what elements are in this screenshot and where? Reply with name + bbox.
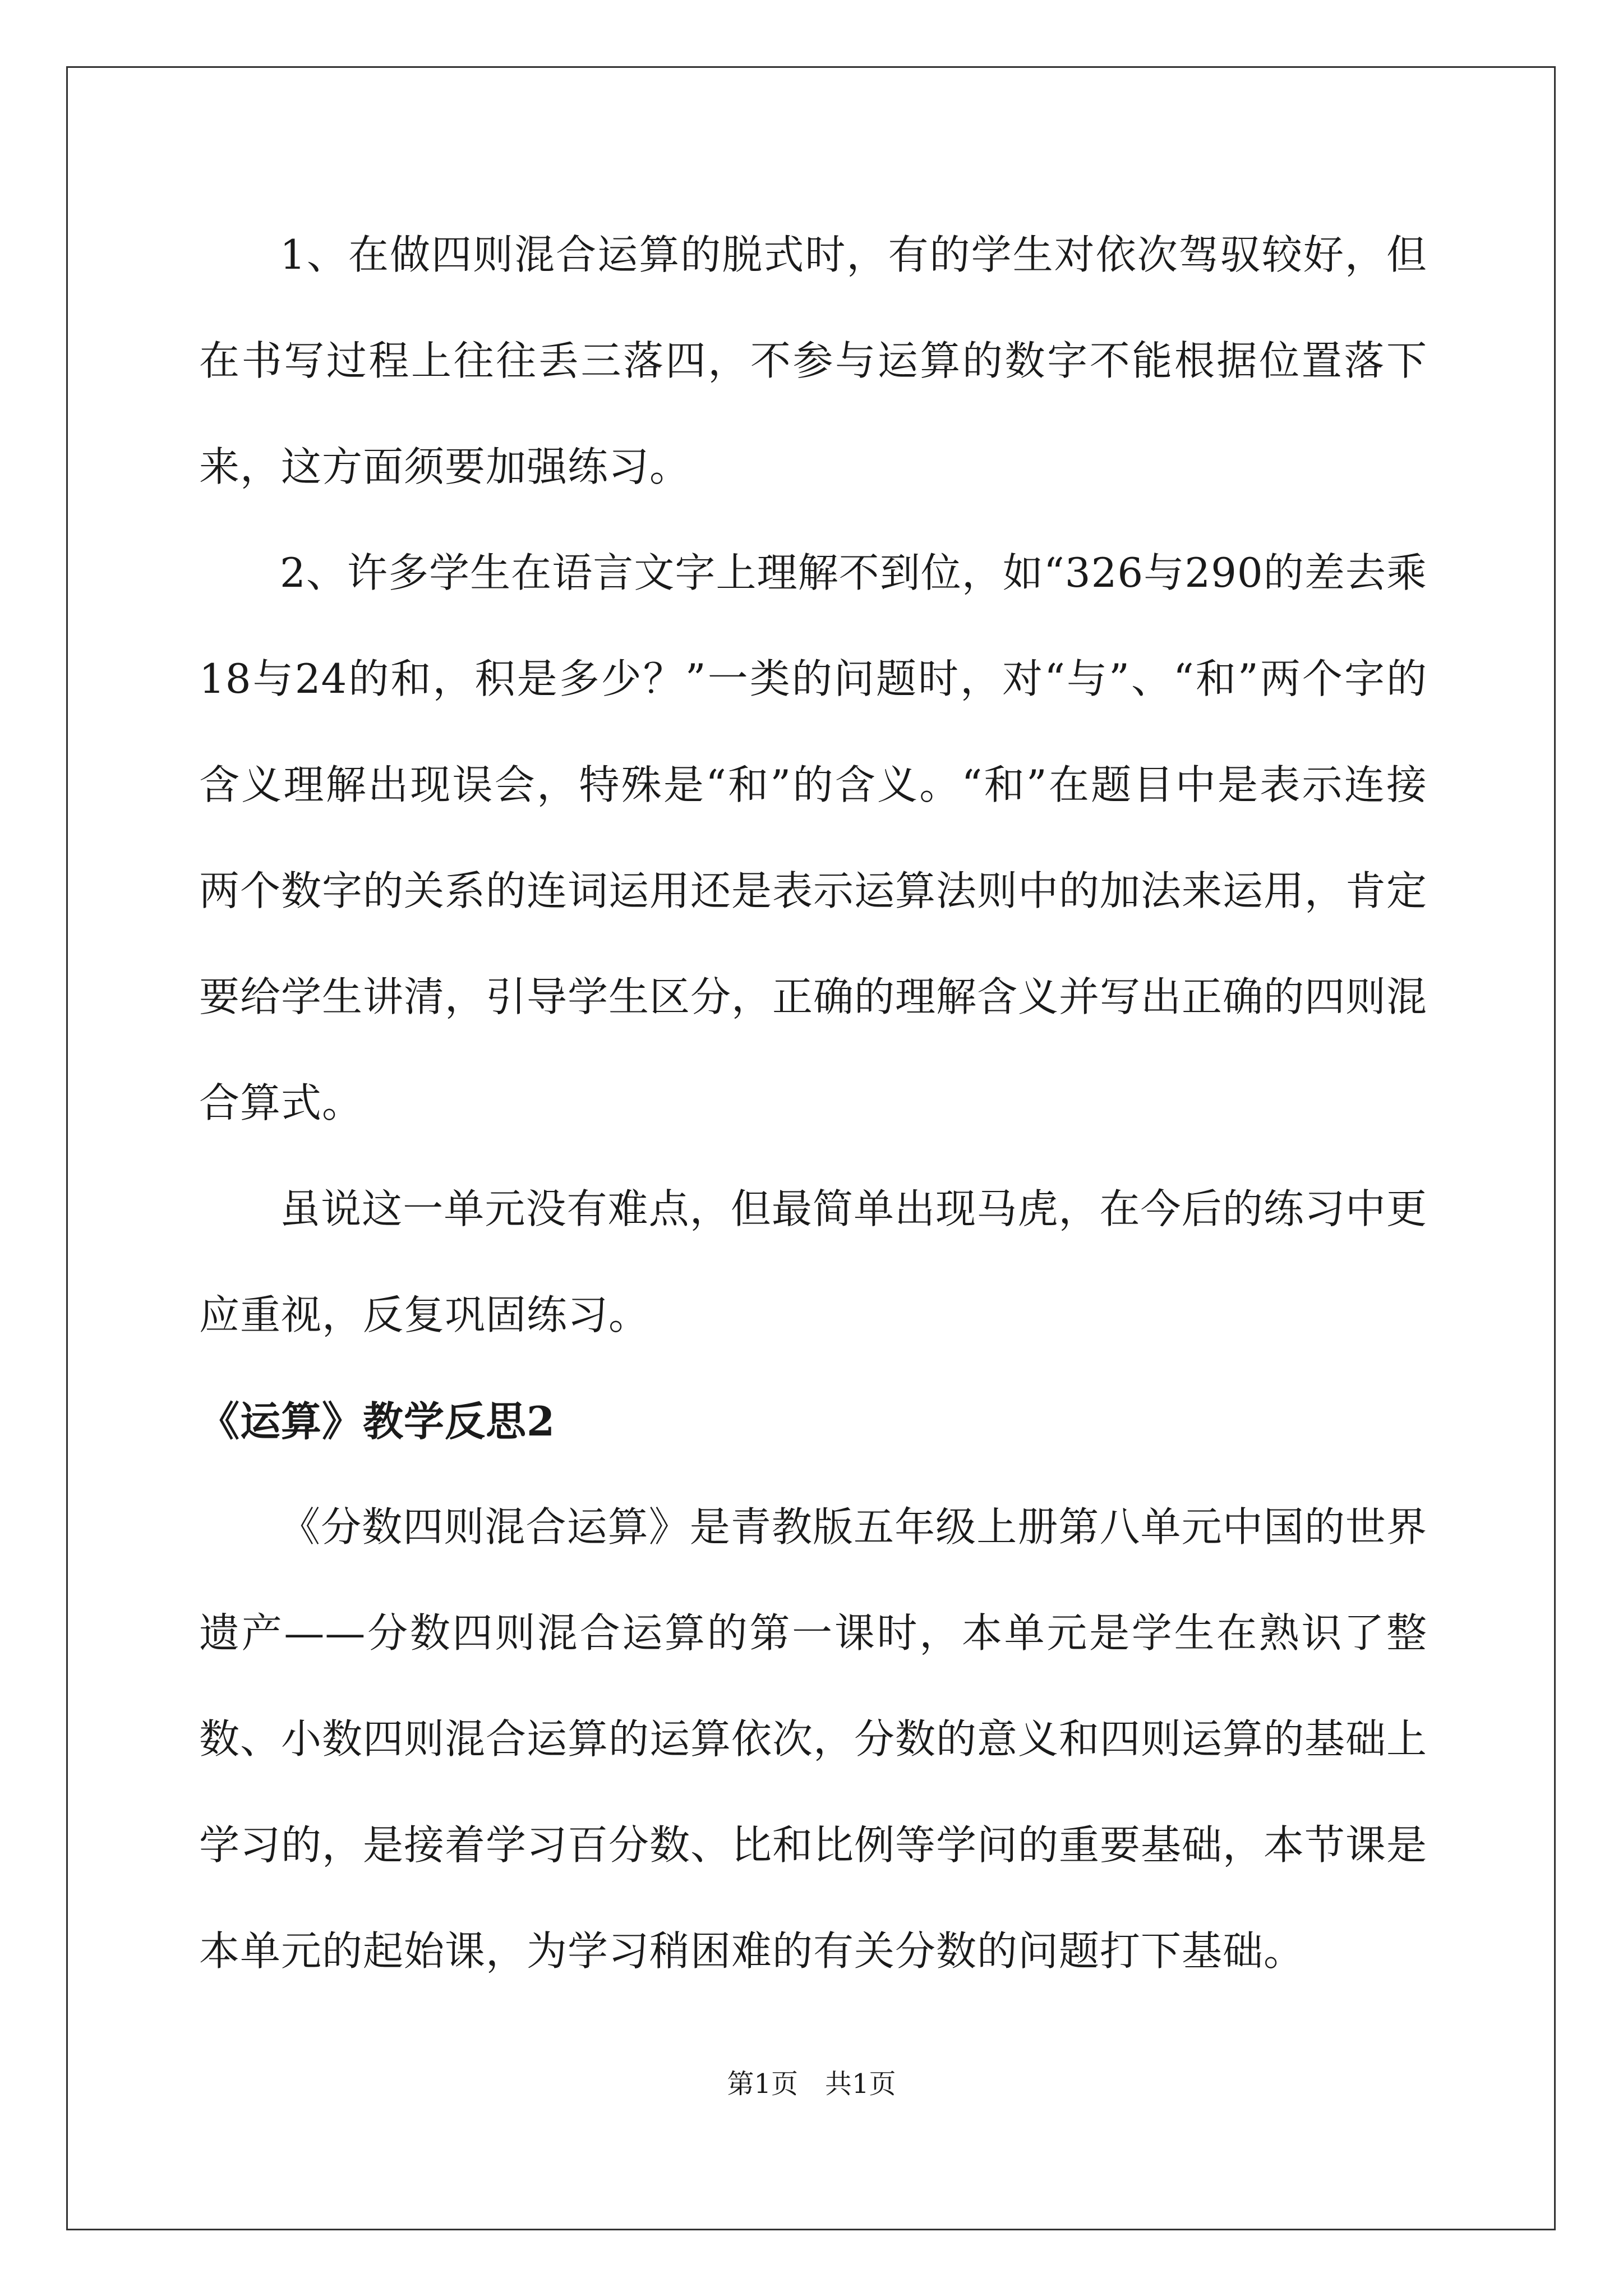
page-footer bbox=[0, 2067, 1623, 2101]
page-total: 共1页 bbox=[825, 2068, 896, 2100]
section-heading: 《运算》教学反思2 bbox=[199, 1397, 556, 1445]
document-body bbox=[199, 202, 1427, 2004]
paragraph-4: 《分数四则混合运算》是青教版五年级上册第八单元中国的世界遗产——分数四则混合运算的第一课时，本单元是学生在熟识了整数、小数四则混合运算的运算依次，分数的意义和四则运算的基础上学习的，是接着学习百分数、比和比例等学问的重要基础，本节课是本单元的起始课，为学习稍困难的有关分数的问题打下基础。 bbox=[199, 1503, 1428, 1975]
paragraph-2: 2、许多学生在语言文字上理解不到位，如“326与290的差去乘18与24的和，积是多少？”一类的问题时，对“与”、“和”两个字的含义理解出现误会，特殊是“和”的含义。“和”在题目中是表示连接两个数字的关系的连词运用还是表示运算法则中的加法来运用，肯定要给学生讲清，引导学生区分，正确的理解含义并写出正确的四则混合算式。 bbox=[199, 549, 1428, 1126]
page-number: 第1页 bbox=[727, 2068, 798, 2100]
paragraph-1: 1、在做四则混合运算的脱式时，有的学生对依次驾驭较好，但在书写过程上往往丢三落四，不参与运算的数字不能根据位置落下来，这方面须要加强练习。 bbox=[199, 231, 1427, 490]
paragraph-3: 虽说这一单元没有难点，但最简单出现马虎，在今后的练习中更应重视，反复巩固练习。 bbox=[199, 1185, 1427, 1338]
